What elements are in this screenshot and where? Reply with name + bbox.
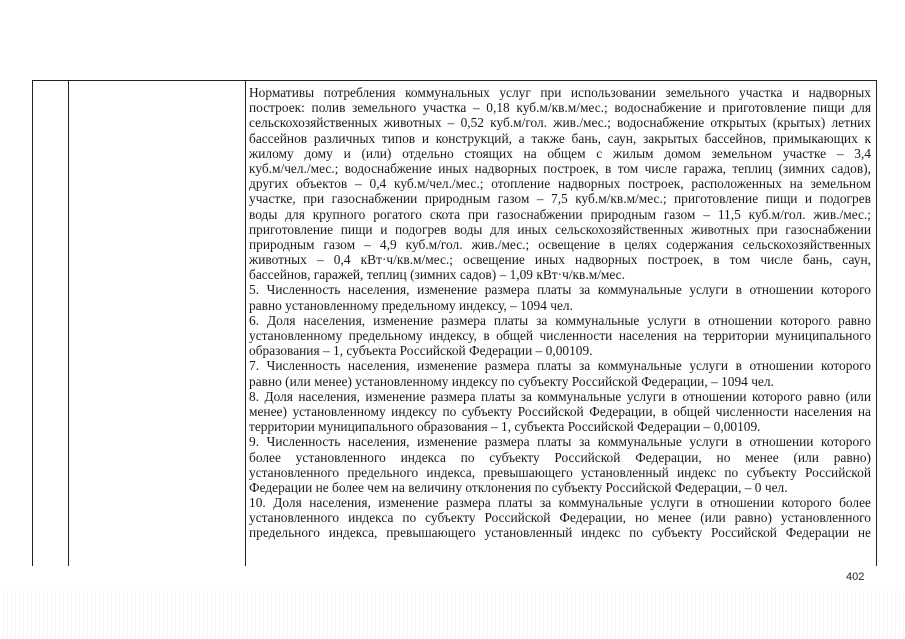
text-line: построек: полив земельного участка – 0,18 куб.м/кв.м/мес.; водоснабжение и приготовление пищи для <box>249 100 871 116</box>
text-line: Нормативы потребления коммунальных услуг при использовании земельного участка и надворных <box>249 85 871 100</box>
scan-noise <box>0 590 905 639</box>
paragraph <box>249 282 871 312</box>
text-line: равно установленному предельному индексу, – 1094 чел. <box>249 297 573 313</box>
text-line: предельного индекса, превышающего установленный индекс по субъекту Российской Федерации не <box>249 525 871 541</box>
text-line: Федерации не более чем на величину отклонения по субъекту Российской Федерации, – 0 чел. <box>249 479 788 495</box>
text-line: установленного предельного индекса, превышающего установленный индекс по субъекту Российской <box>249 464 871 480</box>
text-line: равно (или менее) установленному индексу по субъекту Российской Федерации, – 1094 чел. <box>249 373 774 389</box>
document-table <box>32 80 877 566</box>
text-line: установленного индекса по субъекту Российской Федерации, но менее (или равно) установленного <box>249 510 871 526</box>
text-line: приготовление пищи и подогрев воды для иных сельскохозяйственных животных при газоснабжении <box>249 221 871 237</box>
paragraph <box>249 85 871 282</box>
text-line: образования – 1, субъекта Российской Федерации – 0,00109. <box>249 343 593 359</box>
text-line: 8. Доля населения, изменение размера платы за коммунальные услуги в отношении которого равно (или <box>249 388 871 404</box>
text-line: бассейнов, гаражей, теплиц (зимних садов) – 1,09 кВт·ч/кв.м/мес. <box>249 267 625 283</box>
text-line: более установленного индекса по субъекту Российской Федерации, но менее (или равно) <box>249 449 871 465</box>
paragraph <box>249 389 871 435</box>
text-line: бассейнов различных типов и конструкций, а также бань, саун, закрытых бассейнов, примыкающих к <box>249 130 871 146</box>
text-line: участке, при газоснабжении природным газом – 7,5 куб.м/кв.м/мес.; приготовление пищи и подогрев <box>249 191 871 207</box>
text-line: куб.м/чел./мес.; водоснабжение иных надворных построек, в том числе гаража, теплиц (зимних садов), <box>249 160 871 176</box>
column-divider <box>245 81 246 566</box>
description-cell <box>249 85 871 541</box>
text-line: 7. Численность населения, изменение размера платы за коммунальные услуги в отношении которого <box>249 358 871 374</box>
page-number: 402 <box>846 571 865 583</box>
text-line: воды для крупного рогатого скота при газоснабжении природным газом – 11,5 куб.м/гол. жив./мес.; <box>249 206 871 222</box>
paragraph <box>249 434 871 495</box>
text-line: природным газом – 4,9 куб.м/гол. жив./мес.; освещение в целях содержания сельскохозяйственных <box>249 236 871 252</box>
paragraph <box>249 313 871 359</box>
text-line: других объектов – 0,4 куб.м/чел./мес.; отопление надворных построек, расположенных на земельном <box>249 176 871 192</box>
text-line: животных – 0,4 кВт·ч/кв.м/мес.; освещение иных надворных построек, в том числе бань, саун, <box>249 252 871 268</box>
paragraph <box>249 495 871 541</box>
paragraph <box>249 358 871 388</box>
text-line: установленному предельному индексу, в общей численности населения на территории муниципального <box>249 328 871 343</box>
text-line: 6. Доля населения, изменение размера платы за коммунальные услуги в отношении которого равно <box>249 312 871 328</box>
text-line: территории муниципального образования – 1, субъекта Российской Федерации – 0,00109. <box>249 419 761 435</box>
column-divider <box>68 81 69 566</box>
text-line: жилому дому и (или) отдельно стоящих на общем с жилым домом земельном участке – 3,4 <box>249 145 871 161</box>
text-line: сельскохозяйственных животных – 0,52 куб.м/гол. жив./мес.; водоснабжение открытых (крытых) летних <box>249 115 871 131</box>
text-line: 9. Численность населения, изменение размера платы за коммунальные услуги в отношении которого <box>249 434 871 450</box>
text-line: 10. Доля населения, изменение размера платы за коммунальные услуги в отношении которого более <box>249 495 871 511</box>
text-line: 5. Численность населения, изменение размера платы за коммунальные услуги в отношении которого <box>249 282 871 298</box>
text-line: менее) установленному индексу по субъекту Российской Федерации, в общей численности населения на <box>249 403 871 419</box>
